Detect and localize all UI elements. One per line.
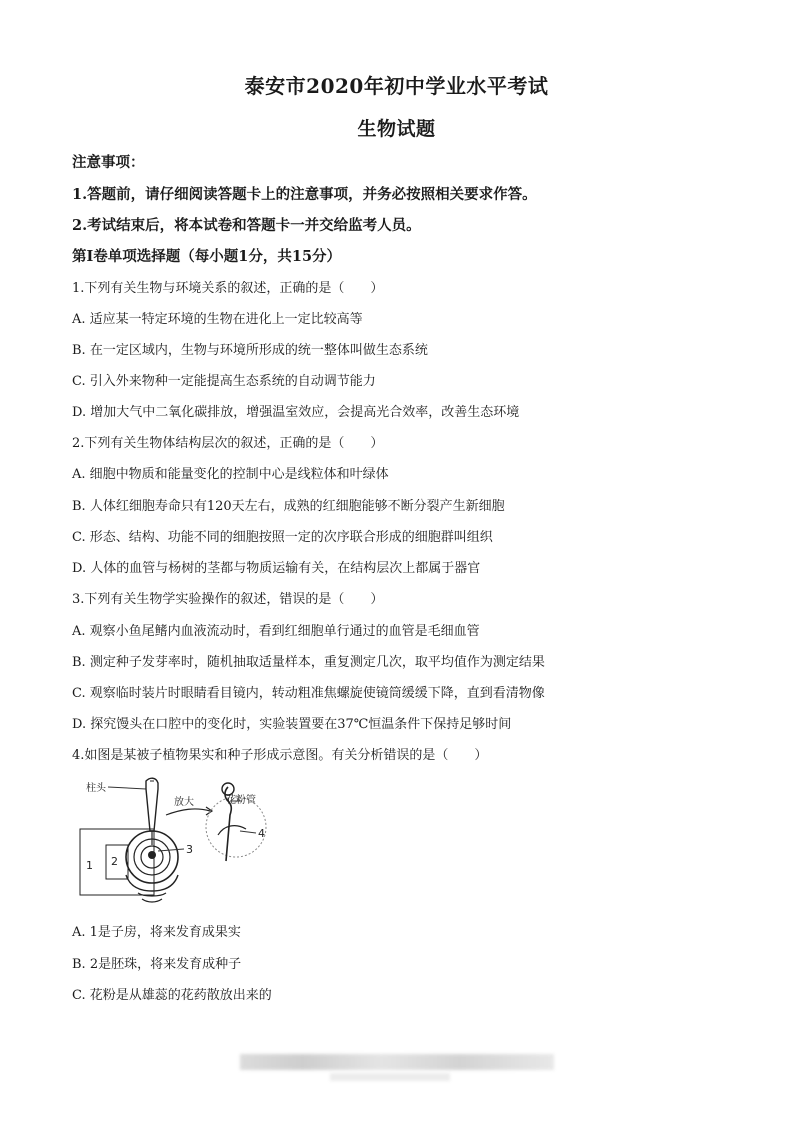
question-4-option-a: A. 1是子房，将来发育成果实 (72, 925, 241, 940)
question-2-option-b: B. 人体红细胞寿命只有120天左右，成熟的红细胞能够不断分裂产生新细胞 (72, 499, 505, 514)
label-4: 4 (258, 827, 265, 840)
question-2-option-a: A. 细胞中物质和能量变化的控制中心是线粒体和叶绿体 (72, 467, 389, 482)
flower-fertilization-diagram (78, 775, 318, 905)
question-3-stem: 3.下列有关生物学实验操作的叙述，错误的是（ ） (72, 592, 384, 607)
question-3-option-d: D. 探究馒头在口腔中的变化时，实验装置要在37℃恒温条件下保持足够时间 (72, 717, 512, 732)
label-stigma: 柱头 (86, 783, 106, 794)
question-2-stem: 2.下列有关生物体结构层次的叙述，正确的是（ ） (72, 436, 384, 451)
question-1-option-a: A. 适应某一特定环境的生物在进化上一定比较高等 (72, 312, 363, 327)
question-2-option-d: D. 人体的血管与杨树的茎都与物质运输有关，在结构层次上都属于器官 (72, 561, 481, 576)
label-2: 2 (111, 855, 118, 868)
label-pollen-tube: 花粉管 (226, 795, 256, 806)
label-3: 3 (186, 843, 193, 856)
question-4-option-b: B. 2是胚珠，将来发育成种子 (72, 957, 242, 972)
label-1: 1 (86, 859, 93, 872)
question-1-option-d: D. 增加大气中二氧化碳排放，增强温室效应，会提高光合效率，改善生态环境 (72, 405, 520, 420)
notice-item-1: 1.答题前，请仔细阅读答题卡上的注意事项，并务必按照相关要求作答。 (72, 186, 537, 203)
label-enlarge: 放大 (174, 797, 194, 808)
question-1-option-b: B. 在一定区域内，生物与环境所形成的统一整体叫做生态系统 (72, 343, 428, 358)
notice-item-2: 2.考试结束后，将本试卷和答题卡一并交给监考人员。 (72, 217, 421, 234)
notice-heading: 注意事项： (72, 154, 145, 171)
question-3-option-c: C. 观察临时装片时眼睛看目镜内，转动粗准焦螺旋使镜筒缓缓下降，直到看清物像 (72, 686, 545, 701)
section-title: 第Ⅰ卷单项选择题（每小题1分，共15分） (72, 248, 342, 265)
question-3-option-b: B. 测定种子发芽率时，随机抽取适量样本，重复测定几次，取平均值作为测定结果 (72, 655, 545, 670)
blurred-watermark (240, 1054, 554, 1070)
question-3-option-a: A. 观察小鱼尾鳍内血液流动时，看到红细胞单行通过的血管是毛细血管 (72, 624, 480, 639)
question-1-stem: 1.下列有关生物与环境关系的叙述，正确的是（ ） (72, 281, 384, 296)
question-4-stem: 4.如图是某被子植物果实和种子形成示意图。有关分析错误的是（ ） (72, 748, 488, 763)
question-1-option-c: C. 引入外来物种一定能提高生态系统的自动调节能力 (72, 374, 376, 389)
question-2-option-c: C. 形态、结构、功能不同的细胞按照一定的次序联合形成的细胞群叫组织 (72, 530, 493, 545)
blurred-watermark-sub (330, 1073, 450, 1081)
question-4-option-c: C. 花粉是从雄蕊的花药散放出来的 (72, 988, 272, 1003)
exam-title: 泰安市2020年初中学业水平考试 (244, 74, 549, 98)
exam-subtitle: 生物试题 (357, 118, 436, 140)
